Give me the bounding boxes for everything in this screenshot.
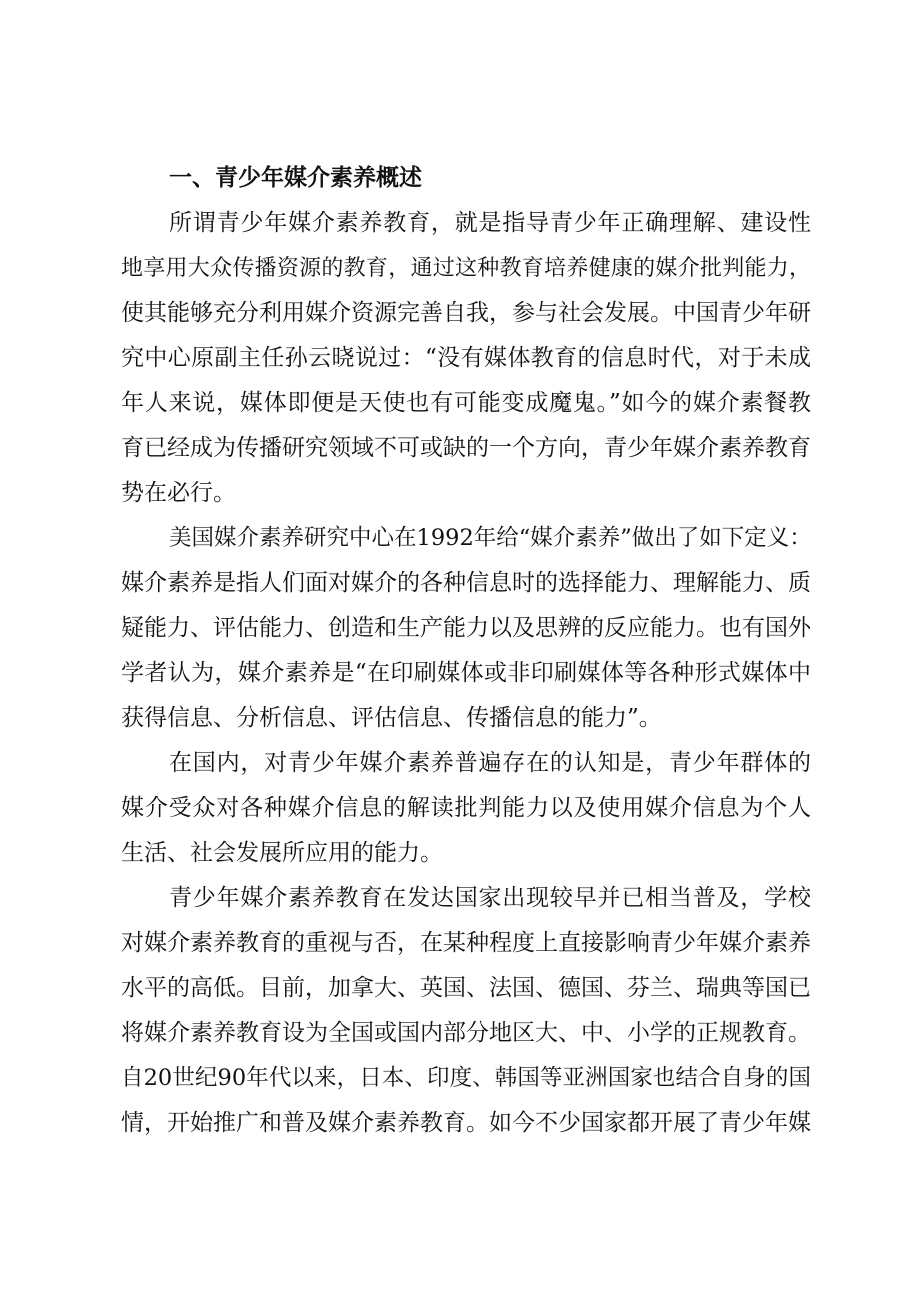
- paragraph-3: [121, 741, 811, 876]
- document-page: [121, 156, 811, 1146]
- text-line: 获得信息、分析信息、评估信息、传播信息的能力”。: [121, 705, 662, 731]
- text-line: 将媒介素养教育设为全国或国内部分地区大、中、小学的正规教育。: [121, 1020, 811, 1046]
- text-line: 使其能够充分利用媒介资源完善自我，参与社会发展。中国青少年研: [121, 300, 811, 326]
- text-line: 情，开始推广和普及媒介素养教育。如今不少国家都开展了青少年媒: [121, 1110, 811, 1136]
- paragraph-1: [121, 201, 811, 516]
- text-line: 所谓青少年媒介素养教育，就是指导青少年正确理解、建设性: [169, 210, 811, 236]
- text-line: 在国内，对青少年媒介素养普遍存在的认知是，青少年群体的: [169, 750, 811, 776]
- text-line: 对媒介素养教育的重视与否，在某种程度上直接影响青少年媒介素养: [121, 930, 811, 956]
- text-line: 水平的高低。目前，加拿大、英国、法国、德国、芬兰、瑞典等国已: [121, 975, 811, 1001]
- text-line: 媒介素养是指人们面对媒介的各种信息时的选择能力、理解能力、质: [121, 570, 811, 596]
- text-line: 疑能力、评估能力、创造和生产能力以及思辨的反应能力。也有国外: [121, 615, 811, 641]
- section-heading: 一、青少年媒介素养概述: [169, 165, 422, 191]
- text-line: 生活、社会发展所应用的能力。: [121, 840, 443, 866]
- text-line: 究中心原副主任孙云晓说过：“没有媒体教育的信息时代，对于未成: [121, 345, 811, 371]
- paragraph-2: [121, 516, 811, 741]
- text-line: 青少年媒介素养教育在发达国家出现较早并已相当普及，学校: [169, 885, 811, 911]
- text-line: 势在必行。: [121, 480, 236, 506]
- text-line: 地享用大众传播资源的教育，通过这种教育培养健康的媒介批判能力，: [121, 256, 811, 281]
- text-line: 自20世纪90年代以来，日本、印度、韩国等亚洲国家也结合自身的国: [121, 1065, 811, 1091]
- paragraph-4: [121, 876, 811, 1146]
- text-line: 育已经成为传播研究领域不可或缺的一个方向，青少年媒介素养教育: [121, 435, 811, 461]
- text-line: 学者认为，媒介素养是“在印刷媒体或非印刷媒体等各种形式媒体中: [121, 660, 811, 686]
- text-line: 媒介受众对各种媒介信息的解读批判能力以及使用媒介信息为个人: [121, 795, 811, 821]
- text-line: 美国媒介素养研究中心在1992年给“媒介素养”做出了如下定义：: [169, 525, 812, 551]
- text-line: 年人来说，媒体即便是天使也有可能变成魔鬼。”如今的媒介素餐教: [121, 390, 811, 416]
